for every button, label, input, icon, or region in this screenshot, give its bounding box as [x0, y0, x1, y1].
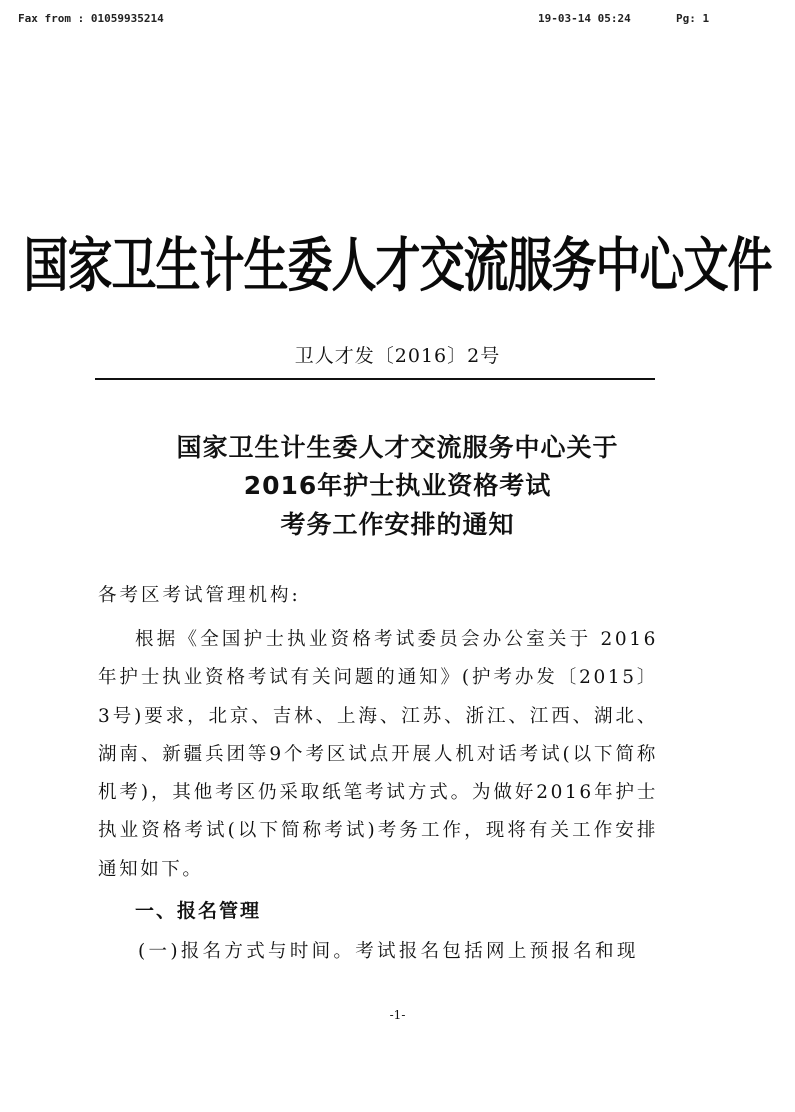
title-line-1: 国家卫生计生委人才交流服务中心关于 — [176, 433, 619, 462]
title-line-3: 考务工作安排的通知 — [280, 510, 515, 539]
page-number: -1- — [389, 1008, 406, 1022]
fax-header — [0, 12, 795, 30]
salutation: 各考区考试管理机构: — [98, 585, 301, 606]
section-heading: 一、报名管理 — [135, 900, 262, 922]
body-paragraph: 根据《全国护士执业资格考试委员会办公室关于 2016年护士执业资格考试有关问题的通知》(护考办发〔2015〕3号)要求，北京、吉林、上海、江苏、浙江、江西、湖北、湖南、新疆兵团等9个考区试点开展人机对话考试(以下简称机考)，其他考区仍采取纸笔考试方式。为做好2016年护士执业资格考试(以下简称考试)考务工作，现将有关工作安排通知如下。 — [98, 629, 658, 880]
issuer-header: 国家卫生计生委人才交流服务中心文件 — [23, 231, 772, 300]
title-line-2: 2016年护士执业资格考试 — [243, 471, 552, 500]
header-divider — [95, 378, 655, 380]
fax-page-count: Pg: 1 — [676, 12, 710, 25]
fax-from-number: Fax from : 01059935214 — [18, 12, 164, 25]
subsection-text: (一)报名方式与时间。考试报名包括网上预报名和现 — [138, 941, 639, 962]
fax-datetime: 19-03-14 05:24 — [538, 12, 631, 25]
document-number: 卫人才发〔2016〕2号 — [294, 345, 501, 367]
